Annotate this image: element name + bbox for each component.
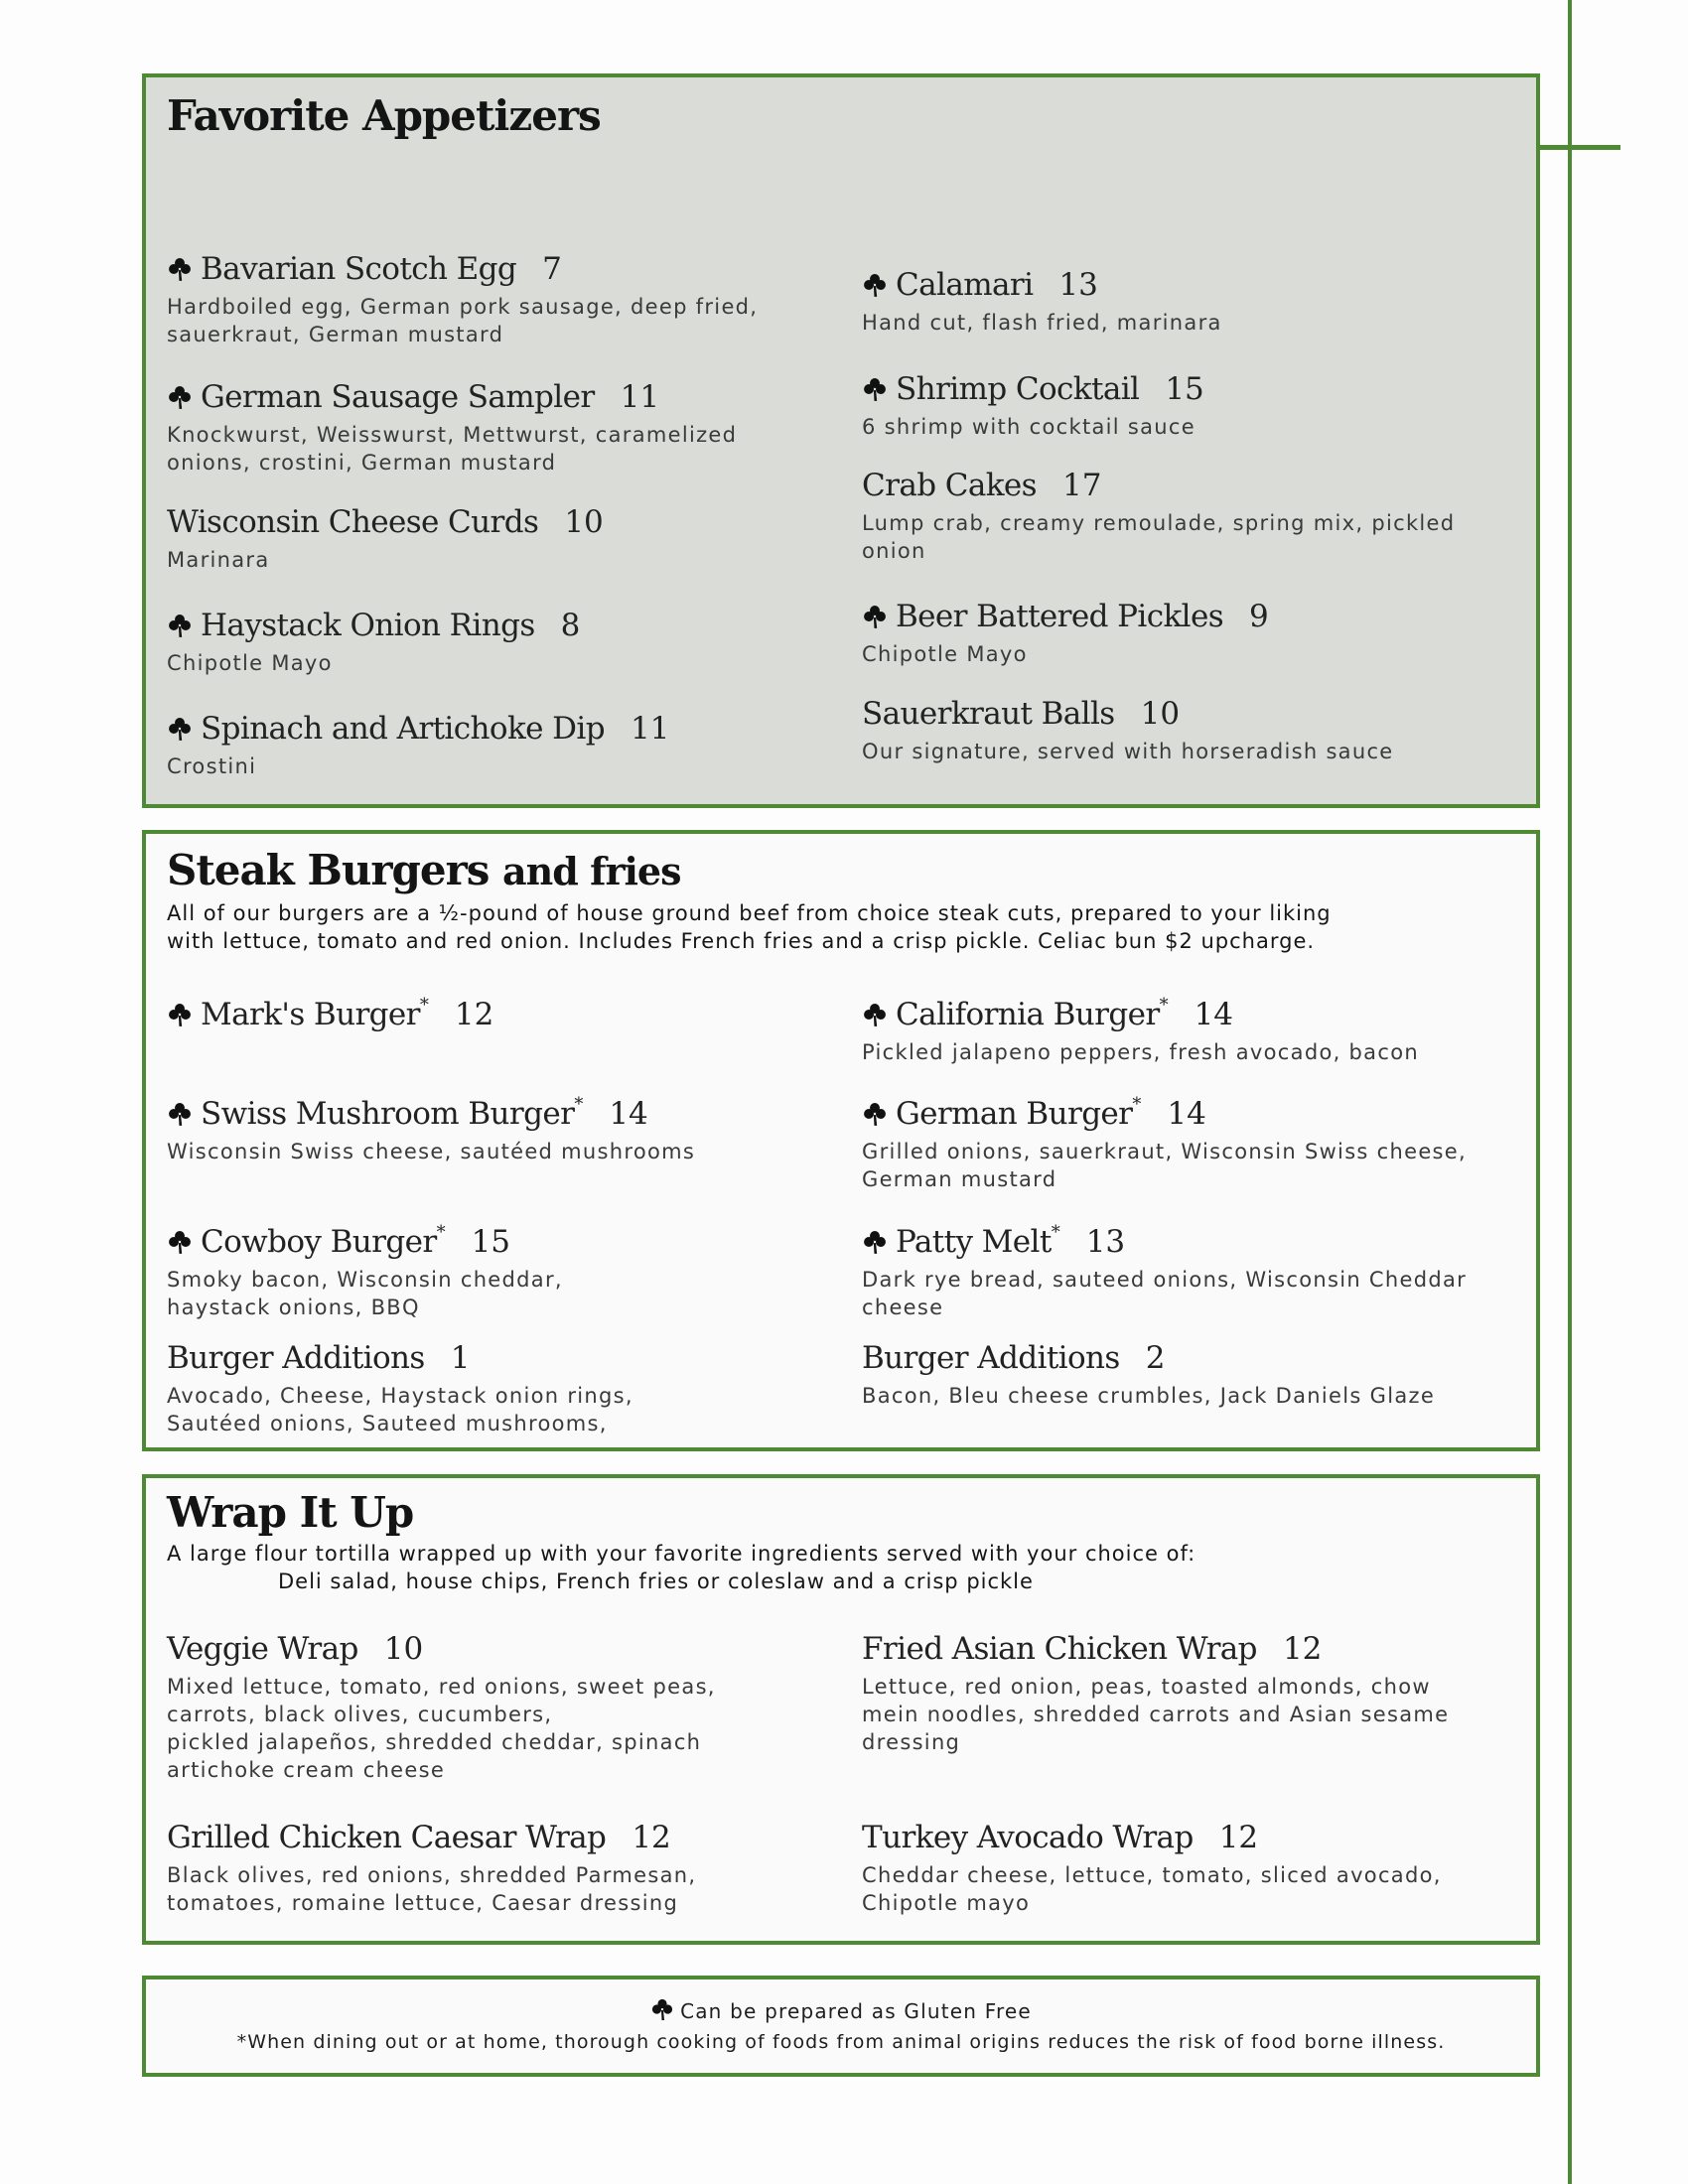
item-price: 14 (609, 1096, 648, 1132)
item-name-row (167, 1215, 510, 1266)
raw-warning-asterisk: * (436, 1222, 446, 1243)
item-name-row (167, 1631, 423, 1673)
item-name-row (167, 1340, 470, 1382)
item-name-row (862, 988, 1233, 1038)
burgers-intro-line2: with lettuce, tomato and red onion. Includes French fries and a crisp pickle. Celiac bun $2 upcharge. (167, 929, 1316, 953)
item-description: Our signature, served with horseradish sauce (862, 740, 1394, 763)
item-description: Smoky bacon, Wisconsin cheddar, haystack onions, BBQ (167, 1268, 563, 1319)
shamrock-icon (862, 604, 888, 629)
item-name-row (167, 988, 493, 1038)
page-vertical-rule (1568, 0, 1572, 2184)
item-price: 10 (564, 504, 604, 540)
item-name-row (167, 608, 580, 649)
menu-item (167, 1087, 802, 1165)
shamrock-icon (167, 716, 193, 742)
appetizers-section (142, 73, 1540, 808)
menu-item (862, 599, 1497, 668)
item-price: 15 (471, 1224, 511, 1260)
item-name: Beer Battered Pickles (896, 599, 1224, 634)
shamrock-icon (650, 1997, 674, 2021)
shamrock-icon (862, 1002, 888, 1027)
food-safety-warning: *When dining out or at home, thorough cooking of foods from animal origins reduces the risk of food borne illness. (236, 2031, 1446, 2053)
item-name-row (862, 468, 1101, 509)
burgers-intro-line1: All of our burgers are a ½-pound of house ground beef from choice steak cuts, prepared to your liking (167, 901, 1332, 925)
item-name: German Sausage Sampler (201, 379, 595, 415)
item-price: 8 (560, 608, 581, 643)
item-price: 12 (1282, 1631, 1323, 1667)
wraps-title: Wrap It Up (167, 1488, 414, 1537)
shamrock-icon (167, 384, 193, 410)
menu-item (167, 251, 802, 348)
raw-warning-asterisk: * (1051, 1222, 1060, 1243)
item-description: Wisconsin Swiss cheese, sautéed mushrooms (167, 1140, 696, 1163)
item-name: Sauerkraut Balls (862, 696, 1115, 732)
item-name: Swiss Mushroom Burger (201, 1096, 575, 1132)
item-description: Black olives, red onions, shredded Parmesan, tomatoes, romaine lettuce, Caesar dressing (167, 1863, 697, 1915)
item-price: 10 (1140, 696, 1181, 732)
item-description: 6 shrimp with cocktail sauce (862, 415, 1196, 439)
menu-item (167, 1215, 802, 1321)
shamrock-icon (167, 1101, 193, 1127)
item-name: Cowboy Burger (201, 1224, 437, 1260)
item-name: Mark's Burger (201, 997, 420, 1032)
item-description: Mixed lettuce, tomato, red onions, sweet peas, carrots, black olives, cucumbers, pickled jalapeños, shredded cheddar, spinach artichoke cream cheese (167, 1675, 716, 1782)
item-name: Grilled Chicken Caesar Wrap (167, 1820, 607, 1855)
item-name: Crab Cakes (862, 468, 1037, 503)
item-description: Knockwurst, Weisswurst, Mettwurst, caramelized onions, crostini, German mustard (167, 423, 738, 475)
menu-item (167, 711, 802, 780)
menu-item (862, 1340, 1497, 1410)
item-name: Veggie Wrap (167, 1631, 358, 1667)
raw-warning-asterisk: * (1159, 995, 1169, 1016)
item-name-row (862, 371, 1204, 413)
item-name-row (862, 1087, 1206, 1138)
item-name-row (167, 379, 659, 421)
gluten-free-note-text: Can be prepared as Gluten Free (680, 1999, 1032, 2023)
item-name: Fried Asian Chicken Wrap (862, 1631, 1257, 1667)
item-name-row (167, 504, 604, 546)
shamrock-icon (167, 256, 193, 282)
menu-item (862, 267, 1497, 337)
item-name-row (862, 696, 1180, 738)
item-name: Turkey Avocado Wrap (862, 1820, 1194, 1855)
item-description: Lettuce, red onion, peas, toasted almonds, chow mein noodles, shredded carrots and Asian sesame dressing (862, 1675, 1450, 1754)
menu-item (862, 371, 1497, 441)
shamrock-icon (167, 1229, 193, 1255)
item-price: 12 (632, 1820, 671, 1855)
item-name: Burger Additions (167, 1340, 425, 1376)
item-description: Lump crab, creamy remoulade, spring mix, pickled onion (862, 511, 1456, 563)
item-name-row (167, 251, 562, 293)
item-name-row (862, 599, 1269, 640)
menu-item (167, 1820, 802, 1917)
menu-item (167, 608, 802, 677)
item-price: 12 (454, 997, 494, 1032)
item-name: Haystack Onion Rings (201, 608, 535, 643)
burgers-intro (167, 899, 1527, 955)
item-name-row (862, 1631, 1322, 1673)
shamrock-icon (862, 376, 888, 402)
shamrock-icon (167, 1002, 193, 1027)
menu-item (862, 468, 1497, 565)
burgers-title-sub: and fries (502, 849, 681, 893)
gluten-free-note (146, 1997, 1536, 2023)
item-name: Patty Melt (896, 1224, 1052, 1260)
menu-item (167, 504, 802, 574)
item-price: 11 (620, 379, 660, 415)
item-description: Bacon, Bleu cheese crumbles, Jack Daniels Glaze (862, 1384, 1436, 1408)
item-name-row (862, 1820, 1258, 1861)
item-price: 10 (383, 1631, 424, 1667)
item-name: German Burger (896, 1096, 1133, 1132)
menu-item (862, 1087, 1497, 1193)
wraps-intro-line2: Deli salad, house chips, French fries or coleslaw and a crisp pickle (278, 1570, 1034, 1593)
wraps-intro-line1: A large flour tortilla wrapped up with your favorite ingredients served with your choice of: (167, 1542, 1196, 1566)
item-price: 9 (1249, 599, 1269, 634)
burgers-title (167, 846, 680, 894)
burgers-title-main: Steak Burgers (167, 846, 490, 894)
menu-item (862, 1215, 1497, 1321)
item-name: Shrimp Cocktail (896, 371, 1140, 407)
item-name-row (167, 1820, 671, 1861)
item-name: Bavarian Scotch Egg (201, 251, 517, 287)
item-description: Chipotle Mayo (862, 642, 1028, 666)
footer-notes (142, 1976, 1540, 2077)
item-name: California Burger (896, 997, 1160, 1032)
item-price: 13 (1058, 267, 1098, 303)
menu-item (167, 988, 802, 1038)
menu-item (167, 379, 802, 477)
item-name-row (862, 267, 1098, 309)
raw-warning-asterisk: * (574, 1094, 584, 1115)
item-price: 12 (1218, 1820, 1259, 1855)
item-description: Dark rye bread, sauteed onions, Wisconsin Cheddar cheese (862, 1268, 1468, 1319)
menu-item (862, 988, 1497, 1066)
appetizers-title: Favorite Appetizers (167, 91, 601, 140)
item-description: Hardboiled egg, German pork sausage, deep fried, sauerkraut, German mustard (167, 295, 759, 346)
raw-warning-asterisk: * (1132, 1094, 1142, 1115)
item-description: Avocado, Cheese, Haystack onion rings, Sautéed onions, Sauteed mushrooms, (167, 1384, 633, 1435)
item-price: 1 (450, 1340, 471, 1376)
item-name: Calamari (896, 267, 1034, 303)
item-name: Spinach and Artichoke Dip (201, 711, 605, 747)
burgers-section (142, 830, 1540, 1451)
shamrock-icon (167, 613, 193, 638)
item-name-row (862, 1340, 1165, 1382)
menu-item (167, 1340, 802, 1437)
menu-item (862, 696, 1497, 765)
item-price: 15 (1165, 371, 1204, 407)
item-price: 17 (1061, 468, 1102, 503)
shamrock-icon (862, 1101, 888, 1127)
item-price: 13 (1085, 1224, 1126, 1260)
menu-item (862, 1820, 1497, 1917)
item-description: Cheddar cheese, lettuce, tomato, sliced avocado, Chipotle mayo (862, 1863, 1442, 1915)
menu-item (167, 1631, 802, 1784)
raw-warning-asterisk: * (419, 995, 429, 1016)
item-description: Grilled onions, sauerkraut, Wisconsin Swiss cheese, German mustard (862, 1140, 1467, 1191)
item-price: 7 (542, 251, 562, 287)
item-name: Burger Additions (862, 1340, 1120, 1376)
item-name: Wisconsin Cheese Curds (167, 504, 539, 540)
item-name-row (862, 1215, 1125, 1266)
item-name-row (167, 711, 669, 752)
shamrock-icon (862, 272, 888, 298)
wraps-section (142, 1474, 1540, 1945)
item-name-row (167, 1087, 648, 1138)
wraps-intro (167, 1540, 1527, 1595)
menu-item (862, 1631, 1497, 1756)
item-description: Chipotle Mayo (167, 651, 333, 675)
item-price: 2 (1145, 1340, 1166, 1376)
item-description: Pickled jalapeno peppers, fresh avocado, bacon (862, 1040, 1419, 1064)
item-description: Marinara (167, 548, 270, 572)
item-price: 14 (1167, 1096, 1206, 1132)
item-price: 11 (630, 711, 670, 747)
item-price: 14 (1194, 997, 1234, 1032)
item-description: Crostini (167, 754, 257, 778)
item-description: Hand cut, flash fried, marinara (862, 311, 1222, 335)
shamrock-icon (862, 1229, 888, 1255)
